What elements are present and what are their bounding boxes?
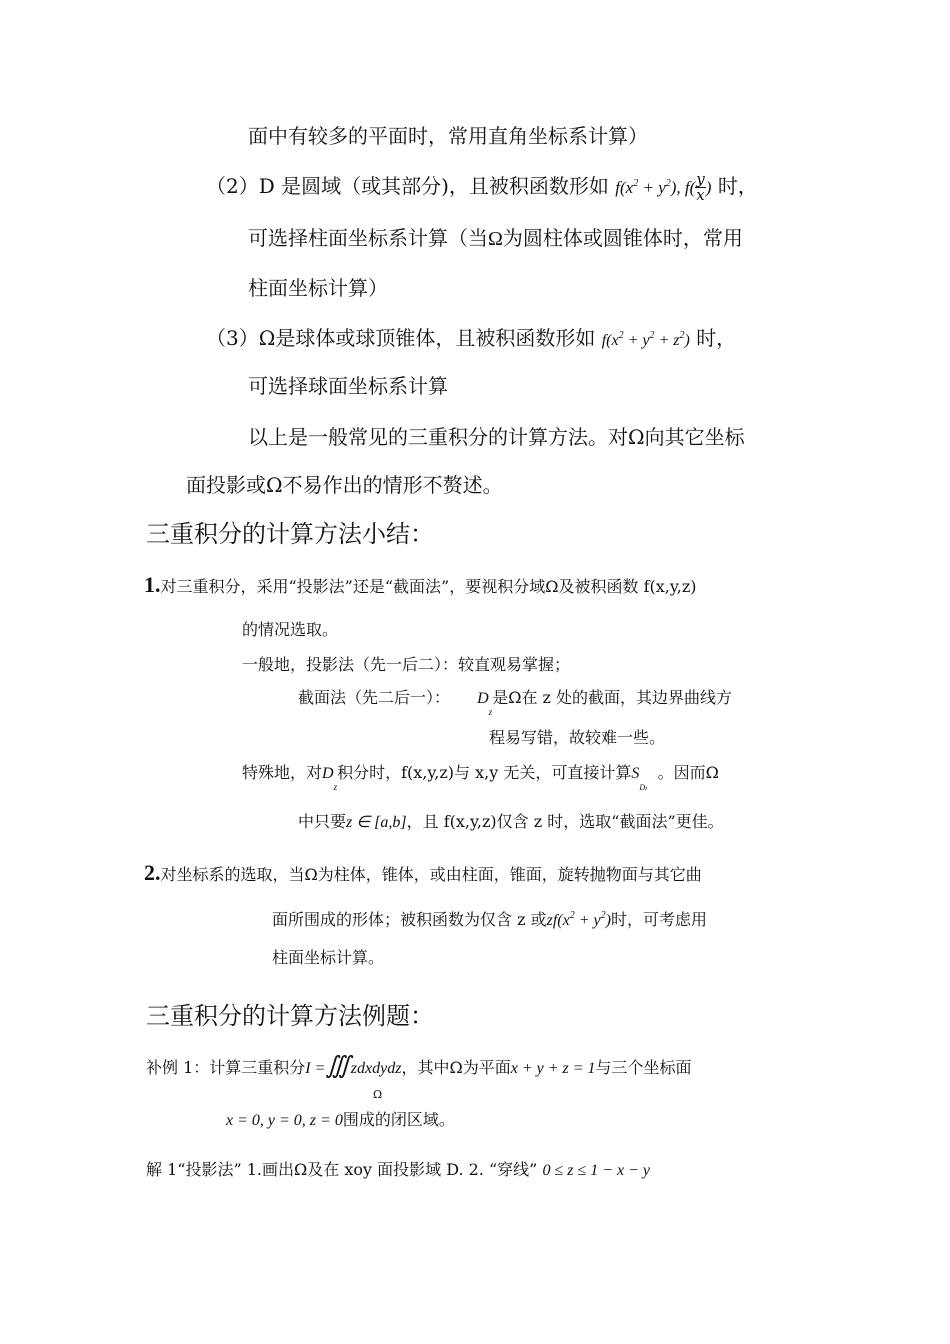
text-segment: （3） [206, 326, 259, 350]
text-segment: 与三个坐标面 [595, 1058, 692, 1077]
text-segment: 为圆柱体或圆锥体时，常用 [502, 226, 743, 250]
text-line [206, 326, 736, 350]
text-line [146, 1052, 692, 1081]
text-segment: 围成的闭区域。 [342, 1110, 455, 1129]
text-line [298, 812, 724, 832]
text-segment: 时， [696, 326, 737, 350]
text-segment: 面所围成的形体；被积函数为仅含 z 或 [272, 910, 547, 929]
math-subscript: Dz [639, 783, 648, 792]
item-number: 2. [144, 860, 161, 885]
math-omega: Ω [266, 473, 283, 497]
text-line [186, 473, 503, 497]
math-fraction-y-over-x: $\frac{y}{x}$ [696, 170, 705, 204]
text-segment: 不易作出的情形不赘述。 [282, 473, 503, 497]
text-segment: 中只要 [298, 812, 347, 831]
math-D: D [322, 765, 334, 782]
text-line: 可选择球面坐标系计算 [248, 374, 448, 398]
text-line: 柱面坐标计算。 [272, 948, 385, 967]
text-line: 程易写错，故较难一些。 [489, 728, 666, 747]
text-segment: 积分时，f(x,y,z)与 x,y 无关，可直接计算 [337, 763, 632, 782]
math-subscript: z [488, 707, 493, 717]
math-f-x2y2: $f(x^2 + y^2)$, f( [615, 178, 696, 197]
math-omega-subscript: Ω [373, 1088, 383, 1101]
text-segment: （2）D 是圆域（或其部分)，且被积函数形如 [206, 174, 609, 198]
text-segment: 对三重积分，采用“投影法”还是“截面法”，要视积分域Ω及被积函数 f(x,y,z) [160, 577, 697, 596]
math-coordinate-planes: x = 0, y = 0, z = 0 [226, 1112, 343, 1129]
text-line: 柱面坐标计算） [248, 276, 388, 300]
text-line: （2）D 是圆域（或其部分)，且被积函数形如 $f(x^2 + y^2)$, f( $\frac{y}{x}$ ) 时， [206, 170, 758, 204]
math-omega: Ω [628, 425, 645, 449]
text-line [146, 1160, 650, 1180]
text-segment: 时，可考虑用 [610, 910, 707, 929]
text-line [242, 763, 719, 792]
text-segment: 面投影或 [186, 473, 266, 497]
math-D: D [477, 690, 489, 707]
text-segment: ，其中Ω为平面 [401, 1058, 511, 1077]
math-f-x2y2z2: $f(x^2 + y^2 + z^2)$ [601, 330, 690, 349]
text-line: 的情况选取。 [242, 620, 339, 639]
math-subscript: z [333, 782, 338, 792]
text-line [298, 688, 733, 717]
text-line [248, 425, 745, 449]
list-item [144, 860, 702, 886]
text-segment: 解 1“投影法” 1.画出Ω及在 xoy 面投影域 D. 2. “穿线” [146, 1160, 538, 1179]
math-omega: Ω [488, 228, 503, 250]
text-segment: 截面法（先二后一）： [298, 688, 451, 707]
math-omega: Ω [258, 326, 276, 350]
math-zf: $zf(x^2 + y^2)$ [546, 910, 611, 929]
text-segment: 。因而Ω [657, 763, 719, 782]
text-line [248, 226, 743, 251]
math-I-eq: I = [305, 1060, 326, 1077]
section-heading: 三重积分的计算方法例题： [146, 1002, 434, 1030]
math-triple-integral: ∭ [325, 1053, 351, 1079]
text-line: 一般地，投影法（先一后二）：较直观易掌握； [242, 655, 571, 674]
text-segment: 特殊地，对 [242, 763, 323, 782]
text-segment: 可选择柱面坐标系计算（当 [248, 226, 488, 250]
text-line [272, 910, 707, 930]
text-segment: 以上是一般常见的三重积分的计算方法。对 [248, 425, 628, 449]
math-range: 0 ≤ z ≤ 1 − x − y [542, 1162, 651, 1179]
text-segment: ，且 f(x,y,z)仅含 z 时，选取“截面法”更佳。 [406, 812, 724, 831]
text-line [226, 1110, 455, 1130]
list-item [144, 572, 697, 598]
math-S: S [631, 765, 640, 782]
math-plane: x + y + z = 1 [510, 1060, 596, 1077]
text-segment: 是Ω在 z 处的截面，其边界曲线方 [492, 688, 733, 707]
text-segment: 补例 1：计算三重积分 [146, 1058, 306, 1077]
section-heading: 三重积分的计算方法小结： [146, 520, 434, 548]
text-segment: 对坐标系的选取，当Ω为柱体，锥体，或由柱面，锥面，旋转抛物面与其它曲 [160, 865, 702, 884]
math-integrand: zdxdydz [350, 1060, 402, 1077]
text-segment: 是球体或球顶锥体，且被积函数形如 [275, 326, 596, 350]
text-segment: 时， [717, 174, 758, 198]
text-line: 面中有较多的平面时，常用直角坐标系计算） [248, 124, 648, 148]
math-z-in-interval: z ∈ [a,b] [346, 814, 407, 831]
text-segment: 向其它坐标 [644, 425, 745, 449]
item-number: 1. [144, 572, 161, 597]
